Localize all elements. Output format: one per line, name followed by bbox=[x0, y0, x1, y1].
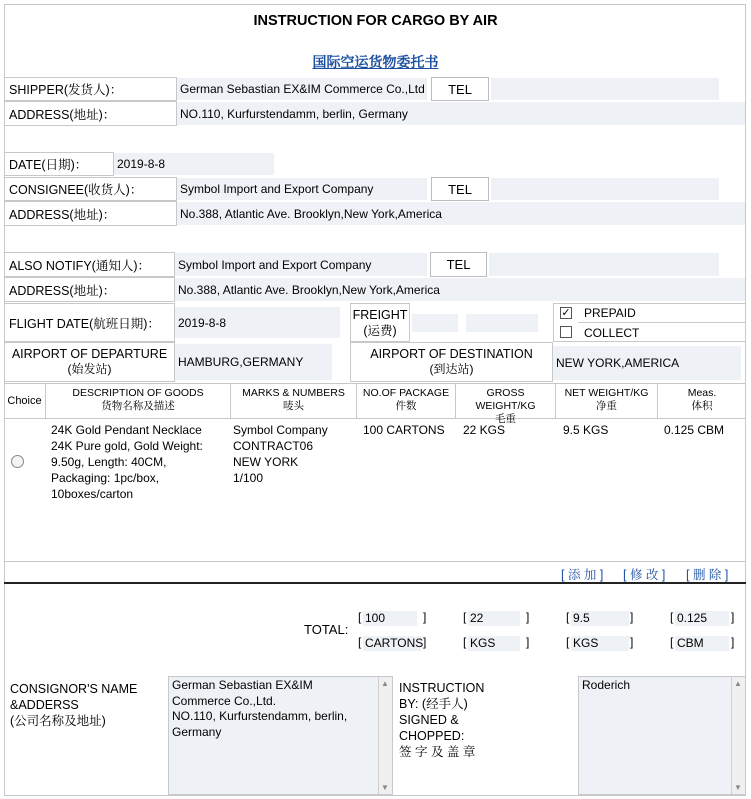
flight-date-field[interactable]: 2019-8-8 bbox=[175, 307, 340, 338]
consignor-label-line: (公司名称及地址) bbox=[10, 714, 106, 728]
page-subtitle: 国际空运货物委托书 bbox=[312, 54, 439, 70]
row-description-line: 10boxes/carton bbox=[51, 487, 134, 501]
destination-field[interactable]: NEW YORK,AMERICA bbox=[553, 346, 741, 380]
bracket-close: ] bbox=[423, 635, 427, 649]
freight-label-cn: (运费) bbox=[363, 324, 397, 338]
shipper-field[interactable]: German Sebastian EX&IM Commerce Co.,Ltd bbox=[177, 78, 427, 100]
shipper-label: SHIPPER(发货人)： bbox=[4, 77, 177, 101]
row-description bbox=[51, 422, 231, 502]
prepaid-label: PREPAID bbox=[584, 306, 636, 320]
edit-link[interactable]: [ 修 改 ] bbox=[623, 568, 666, 582]
notify-address-field[interactable]: No.388, Atlantic Ave. Brooklyn,New York,America bbox=[175, 278, 745, 301]
bracket-close: ] bbox=[423, 610, 427, 624]
total-packages-unit[interactable]: CARTONS bbox=[365, 636, 424, 650]
header-packages-en: NO.OF PACKAGE bbox=[362, 387, 450, 399]
header-description-cn: 货物名称及描述 bbox=[101, 400, 175, 412]
header-meas-cn: 体积 bbox=[691, 400, 713, 412]
prepaid-checkbox[interactable]: ✓ bbox=[561, 307, 571, 319]
header-gross bbox=[456, 384, 556, 425]
handler-scrollbar[interactable] bbox=[731, 677, 745, 794]
destination-label: AIRPORT OF DESTINATION bbox=[370, 347, 533, 361]
consignor-line: Germany bbox=[172, 724, 222, 739]
row-description-line: Packaging: 1pc/box, bbox=[51, 471, 160, 485]
row-meas: 0.125 CBM bbox=[664, 423, 725, 437]
row-marks-line: Symbol Company bbox=[233, 423, 328, 437]
instruction-label-line: SIGNED & bbox=[399, 713, 459, 727]
header-net bbox=[556, 384, 658, 418]
consignee-label: CONSIGNEE(收货人)： bbox=[4, 177, 177, 201]
bracket-close: ] bbox=[526, 635, 530, 649]
handler-value: Roderich bbox=[582, 678, 631, 692]
bracket-open: [ bbox=[566, 635, 570, 649]
destination-label-cn: (到达站) bbox=[429, 362, 474, 376]
shipper-address-label: ADDRESS(地址)： bbox=[4, 101, 177, 126]
row-marks bbox=[233, 422, 355, 486]
destination-label-box bbox=[350, 342, 553, 382]
table-bottom-line bbox=[4, 561, 746, 562]
instruction-label-line: BY: (经手人) bbox=[399, 697, 468, 711]
header-description bbox=[46, 384, 231, 418]
departure-label: AIRPORT OF DEPARTURE bbox=[11, 347, 168, 361]
shipper-address-field[interactable]: NO.110, Kurfurstendamm, berlin, Germany bbox=[177, 102, 745, 125]
consignor-label bbox=[10, 681, 137, 729]
bracket-open: [ bbox=[463, 610, 467, 624]
scroll-up-icon[interactable]: ▲ bbox=[734, 679, 742, 688]
consignee-field[interactable]: Symbol Import and Export Company bbox=[177, 178, 427, 200]
notify-field[interactable]: Symbol Import and Export Company bbox=[175, 253, 427, 276]
bracket-open: [ bbox=[670, 610, 674, 624]
consignee-tel-field[interactable] bbox=[491, 178, 719, 200]
header-marks-en: MARKS & NUMBERS bbox=[242, 387, 345, 399]
consignee-address-label: ADDRESS(地址)： bbox=[4, 201, 177, 226]
row-description-line: 24K Pure gold, Gold Weight: bbox=[51, 439, 203, 453]
scroll-down-icon[interactable]: ▼ bbox=[381, 783, 389, 792]
handler-textarea[interactable] bbox=[578, 676, 746, 795]
instruction-label bbox=[399, 680, 484, 760]
total-gross-field[interactable]: 22 bbox=[468, 611, 520, 626]
shipper-tel-field[interactable] bbox=[491, 78, 719, 100]
row-net: 9.5 KGS bbox=[563, 423, 609, 437]
total-packages-field[interactable]: 100 bbox=[363, 611, 417, 626]
departure-label-box bbox=[4, 342, 175, 382]
notify-address-label: ADDRESS(地址)： bbox=[4, 277, 175, 302]
consignee-tel-button[interactable]: TEL bbox=[431, 177, 489, 201]
header-net-en: NET WEIGHT/KG bbox=[564, 387, 649, 399]
consignor-textarea[interactable] bbox=[168, 676, 393, 795]
header-marks bbox=[231, 384, 357, 418]
row-marks-line: 1/100 bbox=[233, 471, 264, 485]
row-marks-line: NEW YORK bbox=[233, 455, 299, 469]
departure-label-cn: (始发站) bbox=[67, 362, 112, 376]
collect-label: COLLECT bbox=[584, 326, 640, 340]
instruction-label-line: CHOPPED: bbox=[399, 729, 465, 743]
header-packages-cn: 件数 bbox=[395, 400, 417, 412]
bracket-open: [ bbox=[566, 610, 570, 624]
shipper-tel-button[interactable]: TEL bbox=[431, 77, 489, 101]
freight-options-divider bbox=[578, 322, 746, 323]
row-marks-line: CONTRACT06 bbox=[233, 439, 314, 453]
bracket-close: ] bbox=[630, 635, 634, 649]
consignor-line: German Sebastian EX&IM bbox=[172, 678, 313, 692]
date-field[interactable]: 2019-8-8 bbox=[114, 153, 274, 175]
total-meas-unit[interactable]: CBM bbox=[675, 636, 729, 651]
bracket-open: [ bbox=[463, 635, 467, 649]
freight-field-2[interactable] bbox=[466, 314, 538, 332]
date-label: DATE(日期)： bbox=[4, 152, 114, 176]
collect-checkbox[interactable] bbox=[560, 326, 572, 338]
total-gross-unit[interactable]: KGS bbox=[468, 636, 520, 651]
consignor-label-line: &ADDERSS bbox=[10, 698, 79, 712]
header-packages bbox=[357, 384, 456, 418]
consignor-line: Commerce Co.,Ltd. bbox=[172, 693, 277, 708]
scroll-up-icon[interactable]: ▲ bbox=[381, 679, 389, 688]
instruction-label-line: 签 字 及 盖 章 bbox=[399, 745, 476, 759]
bracket-open: [ bbox=[670, 635, 674, 649]
instruction-label-line: INSTRUCTION bbox=[399, 681, 485, 695]
consignor-label-line: CONSIGNOR'S NAME bbox=[10, 682, 138, 696]
header-meas bbox=[658, 384, 746, 418]
scroll-down-icon[interactable]: ▼ bbox=[734, 783, 742, 792]
bracket-close: ] bbox=[630, 610, 634, 624]
row-gross: 22 KGS bbox=[463, 423, 506, 437]
departure-field[interactable]: HAMBURG,GERMANY bbox=[175, 344, 332, 380]
header-net-cn: 净重 bbox=[596, 400, 617, 412]
total-meas-field[interactable]: 0.125 bbox=[675, 611, 729, 626]
header-description-en: DESCRIPTION OF GOODS bbox=[72, 387, 204, 399]
bracket-close: ] bbox=[731, 610, 735, 624]
bracket-open: [ bbox=[358, 635, 362, 649]
delete-link[interactable]: [ 删 除 ] bbox=[686, 568, 729, 582]
flight-date-label: FLIGHT DATE(航班日期)： bbox=[4, 303, 175, 342]
consignor-line: NO.110, Kurfurstendamm, berlin, bbox=[172, 709, 348, 723]
bracket-open: [ bbox=[358, 610, 362, 624]
bracket-close: ] bbox=[526, 610, 530, 624]
row-radio[interactable] bbox=[11, 455, 24, 468]
page-title: INSTRUCTION FOR CARGO BY AIR bbox=[253, 13, 498, 29]
consignor-scrollbar[interactable] bbox=[378, 677, 392, 794]
row-description-line: 24K Gold Pendant Necklace bbox=[51, 423, 202, 437]
total-net-unit[interactable]: KGS bbox=[571, 636, 629, 651]
notify-tel-button[interactable]: TEL bbox=[430, 252, 487, 277]
notify-label: ALSO NOTIFY(通知人)： bbox=[4, 252, 175, 277]
add-link[interactable]: [ 添 加 ] bbox=[561, 568, 604, 582]
header-meas-en: Meas. bbox=[687, 387, 717, 399]
header-choice: Choice bbox=[4, 384, 46, 418]
total-net-field[interactable]: 9.5 bbox=[571, 611, 629, 626]
notify-tel-field[interactable] bbox=[489, 253, 719, 276]
header-marks-cn: 唛头 bbox=[283, 400, 304, 412]
total-label: TOTAL: bbox=[304, 622, 349, 637]
bracket-close: ] bbox=[731, 635, 735, 649]
header-gross-en: GROSS WEIGHT/KG bbox=[475, 387, 536, 412]
consignee-address-field[interactable]: No.388, Atlantic Ave. Brooklyn,New York,America bbox=[177, 202, 745, 225]
row-packages: 100 CARTONS bbox=[363, 423, 445, 437]
header-gross-cn: 毛重 bbox=[495, 413, 516, 425]
freight-label: FREIGHT bbox=[352, 308, 408, 322]
freight-field-1[interactable] bbox=[412, 314, 458, 332]
row-description-line: 9.50g, Length: 40CM, bbox=[51, 455, 167, 469]
freight-label-box bbox=[350, 303, 410, 342]
